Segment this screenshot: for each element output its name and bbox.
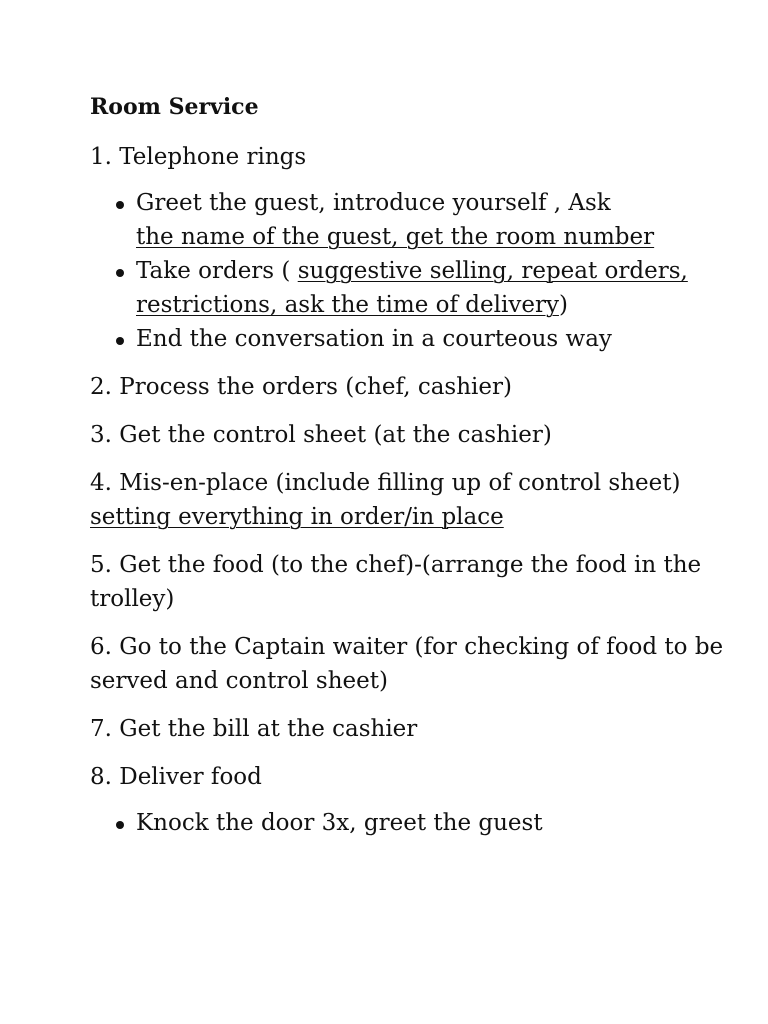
bullet-underlined-text: the name of the guest, get the room number (136, 224, 655, 250)
document-page (90, 92, 730, 854)
bullet-dot-icon (116, 821, 124, 829)
bullet-knock-door (116, 806, 730, 840)
bullet-dot-icon (116, 269, 124, 277)
bullet-end-conversation (116, 322, 730, 356)
step-1-bullets (90, 186, 730, 356)
bullet-dot-icon (116, 337, 124, 345)
step-7: 7. Get the bill at the cashier (90, 716, 418, 742)
bullet-text: Take orders ( (136, 258, 298, 284)
bullet-text: Greet the guest, introduce yourself , Ask (136, 190, 611, 216)
step-5: 5. Get the food (to the chef)-(arrange the food in the trolley) (90, 552, 702, 612)
bullet-underlined-text: suggestive selling, repeat orders, restrictions, ask the time of delivery (136, 258, 688, 318)
step-1: 1. Telephone rings (90, 144, 307, 170)
document-title: Room Service (90, 94, 259, 120)
step-8: 8. Deliver food (90, 764, 262, 790)
bullet-closing-paren: ) (558, 292, 568, 318)
bullet-text: End the conversation in a courteous way (136, 326, 612, 352)
bullet-greet-guest (116, 186, 730, 254)
bullet-dot-icon (116, 201, 124, 209)
bullet-take-orders (116, 254, 730, 322)
step-2: 2. Process the orders (chef, cashier) (90, 374, 512, 400)
step-4 (90, 466, 730, 534)
step-4-underlined-text: setting everything in order/in place (90, 504, 504, 530)
step-8-bullets (90, 806, 730, 840)
bullet-text: Knock the door 3x, greet the guest (136, 810, 543, 836)
step-3: 3. Get the control sheet (at the cashier) (90, 422, 552, 448)
step-4-text: 4. Mis-en-place (include filling up of control sheet) (90, 470, 681, 496)
step-6: 6. Go to the Captain waiter (for checking of food to be served and control sheet) (90, 634, 724, 694)
